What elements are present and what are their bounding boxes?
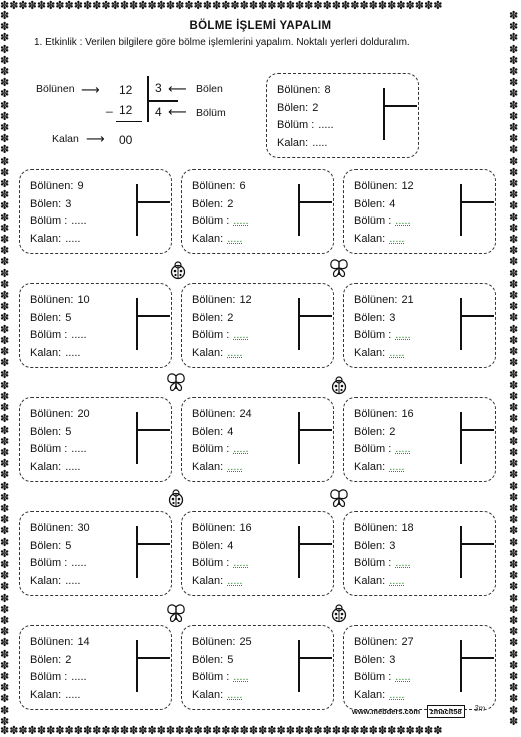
butterfly-icon: [166, 603, 186, 623]
divisor-value: 5: [65, 311, 72, 324]
divisor-label: Bölen:: [192, 197, 224, 210]
remainder-blank[interactable]: .....: [65, 574, 81, 587]
card-lines: [30, 406, 90, 476]
dividend-value: 21: [401, 294, 414, 306]
example-arrow-left-icon-2: ⟵: [168, 104, 187, 119]
example-arrow-right-icon: ⟶: [81, 82, 100, 97]
dividend-value: 14: [77, 636, 90, 648]
dividend-label: Bölünen:: [354, 180, 398, 192]
remainder-blank[interactable]: .....: [65, 346, 81, 359]
divisor-label: Bölen:: [192, 311, 224, 324]
remainder-blank[interactable]: .....: [389, 232, 405, 245]
dividend-value: 12: [401, 180, 414, 192]
quotient-label: Bölüm :: [30, 443, 68, 455]
division-card: [343, 625, 496, 710]
division-vertical-line: [460, 412, 462, 464]
remainder-blank[interactable]: .....: [389, 574, 405, 587]
quotient-label: Bölüm :: [192, 557, 230, 569]
division-horizontal-line: [137, 543, 170, 545]
frame-right-border: ✽✽✽✽✽✽✽✽✽✽✽✽✽✽✽✽✽✽✽✽✽✽✽✽✽✽✽✽✽✽✽✽✽✽✽✽✽✽✽✽✽✽✽✽✽✽✽✽✽✽✽✽✽✽✽✽✽✽✽✽✽✽✽✽: [509, 10, 519, 727]
division-vertical-line: [460, 184, 462, 236]
butterfly-icon: [329, 258, 349, 278]
division-card: [181, 283, 334, 368]
division-horizontal-line: [461, 543, 494, 545]
quotient-label: Bölüm :: [192, 329, 230, 341]
remainder-label: Kalan:: [192, 688, 224, 701]
example-quotient: 4: [155, 105, 162, 119]
footer-signature: 3m: [474, 704, 486, 713]
division-card: [19, 397, 172, 482]
example-remainder-label: Kalan: [52, 133, 79, 145]
divisor-label: Bölen:: [354, 653, 386, 666]
dividend-label: Bölünen:: [30, 636, 74, 648]
remainder-label: Kalan:: [192, 232, 224, 245]
remainder-label: Kalan:: [192, 346, 224, 359]
division-horizontal-line: [461, 657, 494, 659]
division-horizontal-line: [137, 201, 170, 203]
remainder-label: Kalan:: [30, 688, 62, 701]
ladybug-icon: [166, 488, 186, 508]
quotient-blank[interactable]: .....: [395, 557, 411, 569]
example-remainder: 00: [119, 133, 133, 147]
divisor-label: Bölen:: [192, 539, 224, 552]
divisor-label: Bölen:: [354, 425, 386, 438]
card-lines: [354, 520, 414, 590]
division-vertical-line: [298, 184, 300, 236]
quotient-blank[interactable]: .....: [395, 671, 411, 683]
example-divisor-label: Bölen: [196, 83, 223, 95]
dividend-label: Bölünen:: [192, 408, 236, 420]
example-arrow-right-icon-2: ⟶: [86, 131, 105, 146]
division-vertical-line: [298, 526, 300, 578]
dividend-value: 16: [239, 522, 252, 534]
division-card: [343, 511, 496, 596]
quotient-blank[interactable]: .....: [233, 215, 249, 227]
division-horizontal-line: [461, 315, 494, 317]
division-vertical-line: [460, 526, 462, 578]
ladybug-icon: [168, 260, 188, 280]
example-vertical-line: [147, 76, 149, 122]
quotient-label: Bölüm :: [30, 215, 68, 227]
footer-credit: www.mebders.com: [352, 707, 421, 716]
division-card: [181, 511, 334, 596]
dividend-value: 20: [77, 408, 90, 420]
dividend-label: Bölünen:: [192, 636, 236, 648]
remainder-label: Kalan:: [192, 574, 224, 587]
dividend-value: 25: [239, 636, 252, 648]
quotient-label: Bölüm :: [354, 671, 392, 683]
quotient-blank[interactable]: .....: [395, 329, 411, 341]
divisor-label: Bölen:: [192, 653, 224, 666]
divisor-label: Bölen:: [30, 425, 62, 438]
quotient-blank[interactable]: .....: [71, 443, 87, 455]
dividend-label: Bölünen:: [30, 294, 74, 306]
division-horizontal-line: [384, 105, 417, 107]
quotient-blank[interactable]: .....: [233, 329, 249, 341]
example-quotient-label: Bölüm: [196, 107, 226, 119]
card-lines: [30, 292, 90, 362]
quotient-label: Bölüm :: [30, 557, 68, 569]
division-vertical-line: [136, 184, 138, 236]
instruction-text: 1. Etkinlik : Verilen bilgilere göre bölme işlemlerini yapalım. Noktalı yerleri dolduralım.: [34, 37, 410, 48]
dividend-label: Bölünen:: [30, 408, 74, 420]
division-vertical-line: [136, 298, 138, 350]
division-horizontal-line: [461, 429, 494, 431]
dividend-label: Bölünen:: [354, 408, 398, 420]
remainder-blank[interactable]: .....: [227, 688, 243, 701]
division-vertical-line: [298, 412, 300, 464]
remainder-label: Kalan:: [277, 136, 309, 149]
example-divisor: 3: [155, 81, 162, 95]
remainder-blank[interactable]: .....: [65, 232, 81, 245]
quotient-label: Bölüm :: [192, 215, 230, 227]
remainder-blank[interactable]: .....: [227, 460, 243, 473]
butterfly-icon: [166, 372, 186, 392]
divisor-value: 4: [389, 197, 396, 210]
divisor-label: Bölen:: [30, 539, 62, 552]
remainder-label: Kalan:: [192, 460, 224, 473]
dividend-value: 18: [401, 522, 414, 534]
quotient-blank[interactable]: .....: [71, 329, 87, 341]
remainder-label: Kalan:: [30, 232, 62, 245]
dividend-value: 9: [77, 180, 84, 192]
dividend-value: 30: [77, 522, 90, 534]
divisor-value: 3: [389, 311, 396, 324]
quotient-label: Bölüm :: [30, 329, 68, 341]
frame-top-border: ✽✽✽✽✽✽✽✽✽✽✽✽✽✽✽✽✽✽✽✽✽✽✽✽✽✽✽✽✽✽✽✽✽✽✽✽✽✽✽✽✽✽✽✽✽✽✽✽: [0, 0, 443, 12]
divisor-value: 4: [227, 425, 234, 438]
divisor-value: 5: [65, 425, 72, 438]
division-card: [181, 397, 334, 482]
example-underline: [116, 121, 142, 122]
division-horizontal-line: [461, 201, 494, 203]
dividend-value: 12: [239, 294, 252, 306]
divisor-value: 2: [312, 101, 319, 114]
quotient-blank[interactable]: .....: [71, 215, 87, 227]
divisor-label: Bölen:: [354, 539, 386, 552]
example-arrow-left-icon: ⟵: [168, 81, 187, 96]
divisor-value: 4: [227, 539, 234, 552]
ladybug-icon: [329, 603, 349, 623]
dividend-value: 8: [324, 84, 331, 96]
division-vertical-line: [136, 412, 138, 464]
division-vertical-line: [298, 640, 300, 692]
divisor-label: Bölen:: [277, 101, 309, 114]
division-card: [181, 625, 334, 710]
divisor-value: 2: [227, 197, 234, 210]
divisor-value: 2: [227, 311, 234, 324]
remainder-label: Kalan:: [354, 232, 386, 245]
dividend-label: Bölünen:: [30, 180, 74, 192]
division-horizontal-line: [299, 429, 332, 431]
remainder-blank[interactable]: .....: [227, 346, 243, 359]
worksheet-title: BÖLME İŞLEMİ YAPALIM: [189, 20, 332, 32]
dividend-label: Bölünen:: [277, 84, 321, 96]
footer-code: zmacit58: [427, 705, 465, 718]
card-lines: [192, 292, 252, 362]
card-lines: [192, 634, 252, 704]
divisor-value: 3: [389, 653, 396, 666]
division-card: [343, 397, 496, 482]
divisor-label: Bölen:: [354, 311, 386, 324]
divisor-value: 2: [65, 653, 72, 666]
division-card: [266, 73, 419, 158]
quotient-blank[interactable]: .....: [318, 119, 334, 131]
division-card: [19, 511, 172, 596]
dividend-value: 10: [77, 294, 90, 306]
divisor-label: Bölen:: [354, 197, 386, 210]
quotient-label: Bölüm :: [354, 557, 392, 569]
dividend-label: Bölünen:: [30, 522, 74, 534]
divisor-value: 3: [65, 197, 72, 210]
frame-bottom-border: ✽✽✽✽✽✽✽✽✽✽✽✽✽✽✽✽✽✽✽✽✽✽✽✽✽✽✽✽✽✽✽✽✽✽✽✽✽✽✽✽✽✽✽✽✽✽✽✽: [0, 725, 443, 737]
division-horizontal-line: [137, 657, 170, 659]
card-lines: [30, 178, 87, 248]
card-lines: [354, 634, 414, 704]
division-vertical-line: [383, 88, 385, 140]
dividend-label: Bölünen:: [192, 522, 236, 534]
quotient-blank[interactable]: .....: [71, 671, 87, 683]
divisor-value: 2: [389, 425, 396, 438]
card-lines: [192, 178, 249, 248]
quotient-blank[interactable]: .....: [395, 215, 411, 227]
dividend-label: Bölünen:: [354, 636, 398, 648]
divisor-label: Bölen:: [30, 311, 62, 324]
quotient-label: Bölüm :: [354, 443, 392, 455]
quotient-blank[interactable]: .....: [395, 443, 411, 455]
division-vertical-line: [136, 640, 138, 692]
frame-left-border: ✽✽✽✽✽✽✽✽✽✽✽✽✽✽✽✽✽✽✽✽✽✽✽✽✽✽✽✽✽✽✽✽✽✽✽✽✽✽✽✽✽✽✽✽✽✽✽✽✽✽✽✽✽✽✽✽✽✽✽✽✽✽✽✽: [0, 10, 10, 727]
division-vertical-line: [460, 640, 462, 692]
divisor-value: 5: [227, 653, 234, 666]
card-lines: [277, 82, 334, 152]
remainder-blank[interactable]: .....: [389, 346, 405, 359]
card-lines: [354, 292, 414, 362]
division-horizontal-line: [299, 543, 332, 545]
quotient-label: Bölüm :: [277, 119, 315, 131]
divisor-value: 3: [389, 539, 396, 552]
quotient-label: Bölüm :: [354, 215, 392, 227]
remainder-blank[interactable]: .....: [389, 460, 405, 473]
division-horizontal-line: [137, 315, 170, 317]
remainder-blank[interactable]: .....: [227, 574, 243, 587]
division-card: [19, 169, 172, 254]
quotient-label: Bölüm :: [192, 671, 230, 683]
remainder-label: Kalan:: [354, 346, 386, 359]
divisor-value: 5: [65, 539, 72, 552]
dividend-label: Bölünen:: [192, 180, 236, 192]
division-card: [343, 283, 496, 368]
card-lines: [354, 406, 414, 476]
division-horizontal-line: [137, 429, 170, 431]
division-horizontal-line: [299, 315, 332, 317]
quotient-blank[interactable]: .....: [233, 557, 249, 569]
remainder-label: Kalan:: [30, 460, 62, 473]
example-dividend-label: Bölünen: [36, 83, 75, 95]
division-card: [19, 283, 172, 368]
dividend-value: 6: [239, 180, 246, 192]
division-card: [19, 625, 172, 710]
example-diagram: [36, 72, 256, 152]
quotient-blank[interactable]: .....: [233, 671, 249, 683]
card-lines: [192, 406, 252, 476]
quotient-blank[interactable]: .....: [71, 557, 87, 569]
butterfly-icon: [329, 488, 349, 508]
example-subtracted: 12: [119, 103, 133, 117]
divisor-label: Bölen:: [30, 653, 62, 666]
card-lines: [30, 634, 90, 704]
example-horizontal-line: [148, 100, 178, 102]
remainder-blank[interactable]: .....: [389, 688, 405, 701]
division-horizontal-line: [299, 201, 332, 203]
remainder-blank[interactable]: .....: [312, 136, 328, 149]
example-minus-sign: _: [106, 99, 113, 113]
dividend-label: Bölünen:: [192, 294, 236, 306]
ladybug-icon: [329, 375, 349, 395]
quotient-blank[interactable]: .....: [233, 443, 249, 455]
quotient-label: Bölüm :: [30, 671, 68, 683]
division-vertical-line: [460, 298, 462, 350]
dividend-value: 24: [239, 408, 252, 420]
example-dividend: 12: [119, 83, 133, 97]
remainder-blank[interactable]: .....: [65, 460, 81, 473]
dividend-value: 27: [401, 636, 414, 648]
card-lines: [30, 520, 90, 590]
divisor-label: Bölen:: [192, 425, 224, 438]
division-card: [181, 169, 334, 254]
quotient-label: Bölüm :: [354, 329, 392, 341]
dividend-label: Bölünen:: [354, 522, 398, 534]
remainder-blank[interactable]: .....: [65, 688, 81, 701]
card-lines: [354, 178, 414, 248]
dividend-value: 16: [401, 408, 414, 420]
dividend-label: Bölünen:: [354, 294, 398, 306]
division-vertical-line: [298, 298, 300, 350]
division-card: [343, 169, 496, 254]
division-vertical-line: [136, 526, 138, 578]
remainder-label: Kalan:: [354, 460, 386, 473]
division-horizontal-line: [299, 657, 332, 659]
divisor-label: Bölen:: [30, 197, 62, 210]
remainder-label: Kalan:: [354, 688, 386, 701]
card-lines: [192, 520, 252, 590]
remainder-blank[interactable]: .....: [227, 232, 243, 245]
remainder-label: Kalan:: [30, 574, 62, 587]
remainder-label: Kalan:: [30, 346, 62, 359]
remainder-label: Kalan:: [354, 574, 386, 587]
quotient-label: Bölüm :: [192, 443, 230, 455]
